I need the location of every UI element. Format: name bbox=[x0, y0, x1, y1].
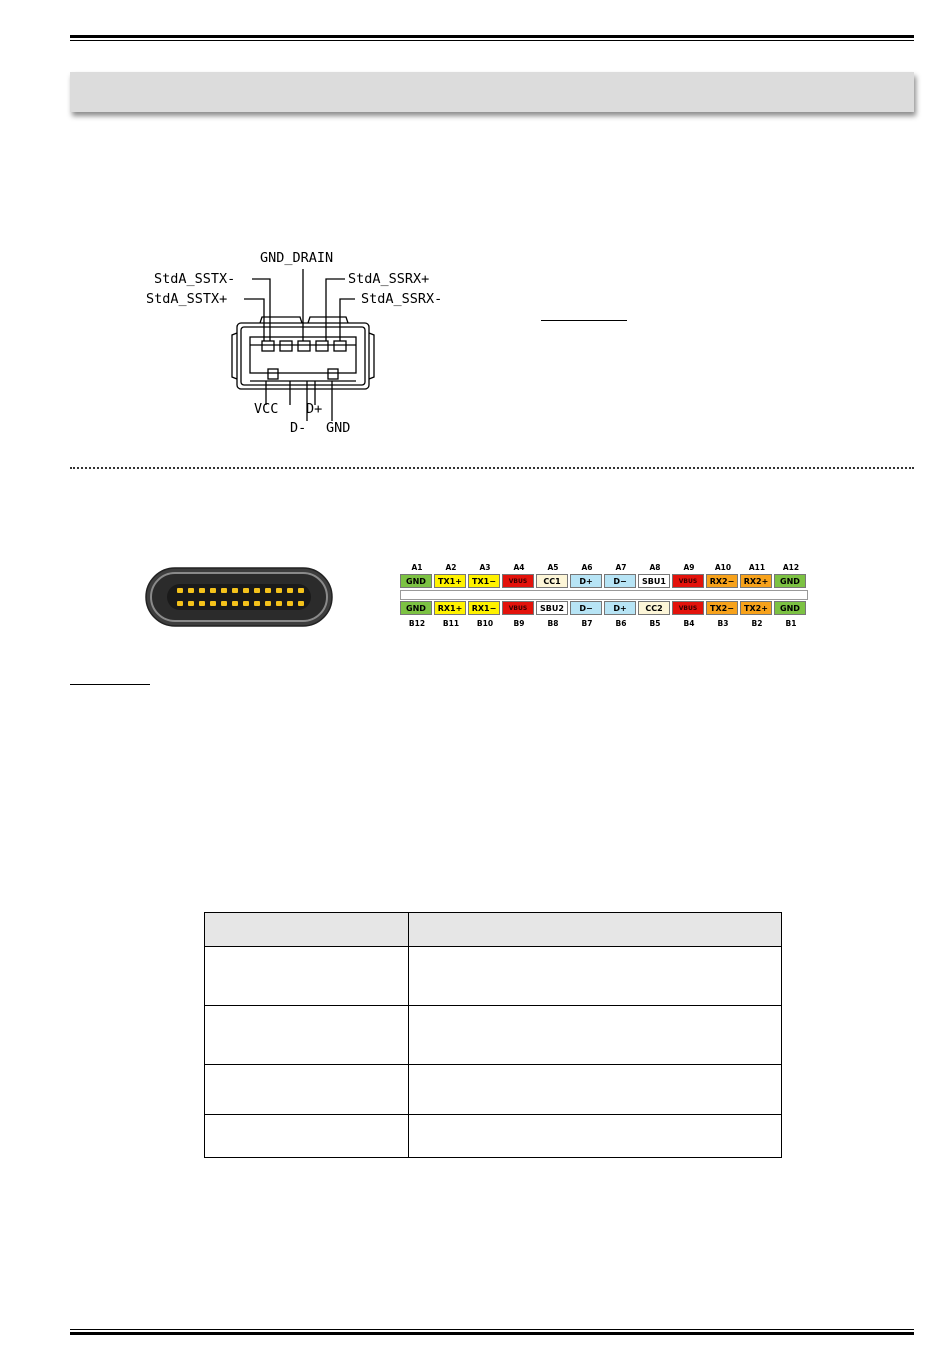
table-cell bbox=[205, 1006, 409, 1065]
underline-stub-2 bbox=[70, 684, 150, 685]
top-pin: VBUS bbox=[672, 574, 704, 588]
pin-number-b4: B4 bbox=[683, 619, 695, 628]
top-pin: GND bbox=[400, 574, 432, 588]
table-cell bbox=[409, 947, 782, 1006]
table-row bbox=[205, 1115, 782, 1158]
contact-pad bbox=[210, 601, 216, 606]
label-vcc: VCC bbox=[254, 401, 279, 417]
bottom-pin: VBUS bbox=[502, 601, 534, 615]
pin-number-b8: B8 bbox=[547, 619, 559, 628]
footer-rule-thick bbox=[70, 1332, 914, 1335]
table-header-cell bbox=[409, 913, 782, 947]
table-cell bbox=[205, 1065, 409, 1115]
contact-pad bbox=[221, 588, 227, 593]
pin-number-a4: A4 bbox=[513, 563, 525, 572]
underline-stub-1 bbox=[541, 320, 627, 321]
label-sstx-plus: StdA_SSTX+ bbox=[146, 291, 228, 307]
pin-number-b2: B2 bbox=[751, 619, 763, 628]
usb-c-pinmap bbox=[400, 563, 810, 633]
contact-pad bbox=[199, 601, 205, 606]
table-row bbox=[205, 947, 782, 1006]
label-ssrx-minus: StdA_SSRX- bbox=[361, 291, 443, 307]
pin-number-b3: B3 bbox=[717, 619, 729, 628]
bottom-pin: VBUS bbox=[672, 601, 704, 615]
contact-pad bbox=[298, 601, 304, 606]
contact-pad bbox=[254, 588, 260, 593]
header-rule-thin bbox=[70, 40, 914, 41]
pin-number-b5: B5 bbox=[649, 619, 661, 628]
contact-pad bbox=[232, 601, 238, 606]
bottom-pin: RX1+ bbox=[434, 601, 466, 615]
top-pin: D+ bbox=[570, 574, 602, 588]
contact-pad bbox=[287, 588, 293, 593]
contact-pad bbox=[210, 588, 216, 593]
pin-number-b9: B9 bbox=[513, 619, 525, 628]
pin-number-b6: B6 bbox=[615, 619, 627, 628]
contact-pad bbox=[276, 588, 282, 593]
pin-number-b12: B12 bbox=[408, 619, 426, 628]
top-pin: RX2− bbox=[706, 574, 738, 588]
table-header-row bbox=[205, 913, 782, 947]
contact-pad bbox=[221, 601, 227, 606]
bottom-pin: TX2− bbox=[706, 601, 738, 615]
pin-number-a9: A9 bbox=[683, 563, 695, 572]
pin-number-a5: A5 bbox=[547, 563, 559, 572]
contact-pad bbox=[265, 588, 271, 593]
pin-number-a11: A11 bbox=[748, 563, 766, 572]
pin-number-a2: A2 bbox=[445, 563, 457, 572]
contact-pad bbox=[188, 588, 194, 593]
contact-pad bbox=[298, 588, 304, 593]
bottom-pin: TX2+ bbox=[740, 601, 772, 615]
spec-table bbox=[204, 912, 782, 1158]
pinmap-center-bar bbox=[400, 590, 808, 600]
usb-c-receptacle bbox=[145, 567, 333, 627]
usb-a-connector-diagram bbox=[140, 245, 470, 445]
contact-pad bbox=[265, 601, 271, 606]
section-title-bar bbox=[70, 72, 914, 112]
table-row bbox=[205, 1065, 782, 1115]
contact-pad bbox=[199, 588, 205, 593]
pin-number-a3: A3 bbox=[479, 563, 491, 572]
bottom-pin: CC2 bbox=[638, 601, 670, 615]
header-rule-thick bbox=[70, 35, 914, 38]
table-cell bbox=[205, 1115, 409, 1158]
pin-number-b10: B10 bbox=[476, 619, 494, 628]
contact-pad bbox=[188, 601, 194, 606]
label-d-plus: D+ bbox=[306, 401, 323, 417]
label-gnd: GND bbox=[326, 420, 351, 436]
top-pin: TX1− bbox=[468, 574, 500, 588]
contact-pad bbox=[243, 601, 249, 606]
bottom-pin: D+ bbox=[604, 601, 636, 615]
contact-pad bbox=[254, 601, 260, 606]
contact-pad bbox=[177, 601, 183, 606]
top-pin: GND bbox=[774, 574, 806, 588]
bottom-pin: D− bbox=[570, 601, 602, 615]
bottom-pin: SBU2 bbox=[536, 601, 568, 615]
usb-c-receptacle-drawing bbox=[145, 567, 333, 627]
pin-number-a1: A1 bbox=[411, 563, 423, 572]
table-cell bbox=[409, 1115, 782, 1158]
label-sstx-minus: StdA_SSTX- bbox=[154, 271, 236, 287]
top-pin: RX2+ bbox=[740, 574, 772, 588]
pin-number-b1: B1 bbox=[785, 619, 797, 628]
pin-number-a8: A8 bbox=[649, 563, 661, 572]
top-pin: D− bbox=[604, 574, 636, 588]
table-header-cell bbox=[205, 913, 409, 947]
top-pin: SBU1 bbox=[638, 574, 670, 588]
pin-number-a7: A7 bbox=[615, 563, 627, 572]
top-pin: CC1 bbox=[536, 574, 568, 588]
contact-pad bbox=[276, 601, 282, 606]
pin-number-a6: A6 bbox=[581, 563, 593, 572]
pin-number-b11: B11 bbox=[442, 619, 460, 628]
contact-pad bbox=[232, 588, 238, 593]
contact-pad bbox=[243, 588, 249, 593]
contact-pad bbox=[287, 601, 293, 606]
footer-rule-thin bbox=[70, 1329, 914, 1330]
table-cell bbox=[205, 947, 409, 1006]
top-pin: VBUS bbox=[502, 574, 534, 588]
bottom-pin: GND bbox=[400, 601, 432, 615]
label-gnd-drain: GND_DRAIN bbox=[260, 250, 334, 266]
pin-number-a10: A10 bbox=[714, 563, 732, 572]
table-cell bbox=[409, 1065, 782, 1115]
section-divider bbox=[70, 467, 914, 469]
pin-number-b7: B7 bbox=[581, 619, 593, 628]
pin-number-a12: A12 bbox=[782, 563, 800, 572]
contact-pad bbox=[177, 588, 183, 593]
label-d-minus: D- bbox=[290, 420, 307, 436]
label-ssrx-plus: StdA_SSRX+ bbox=[348, 271, 430, 287]
table-row bbox=[205, 1006, 782, 1065]
bottom-pin: RX1− bbox=[468, 601, 500, 615]
bottom-pin: GND bbox=[774, 601, 806, 615]
table-cell bbox=[409, 1006, 782, 1065]
top-pin: TX1+ bbox=[434, 574, 466, 588]
